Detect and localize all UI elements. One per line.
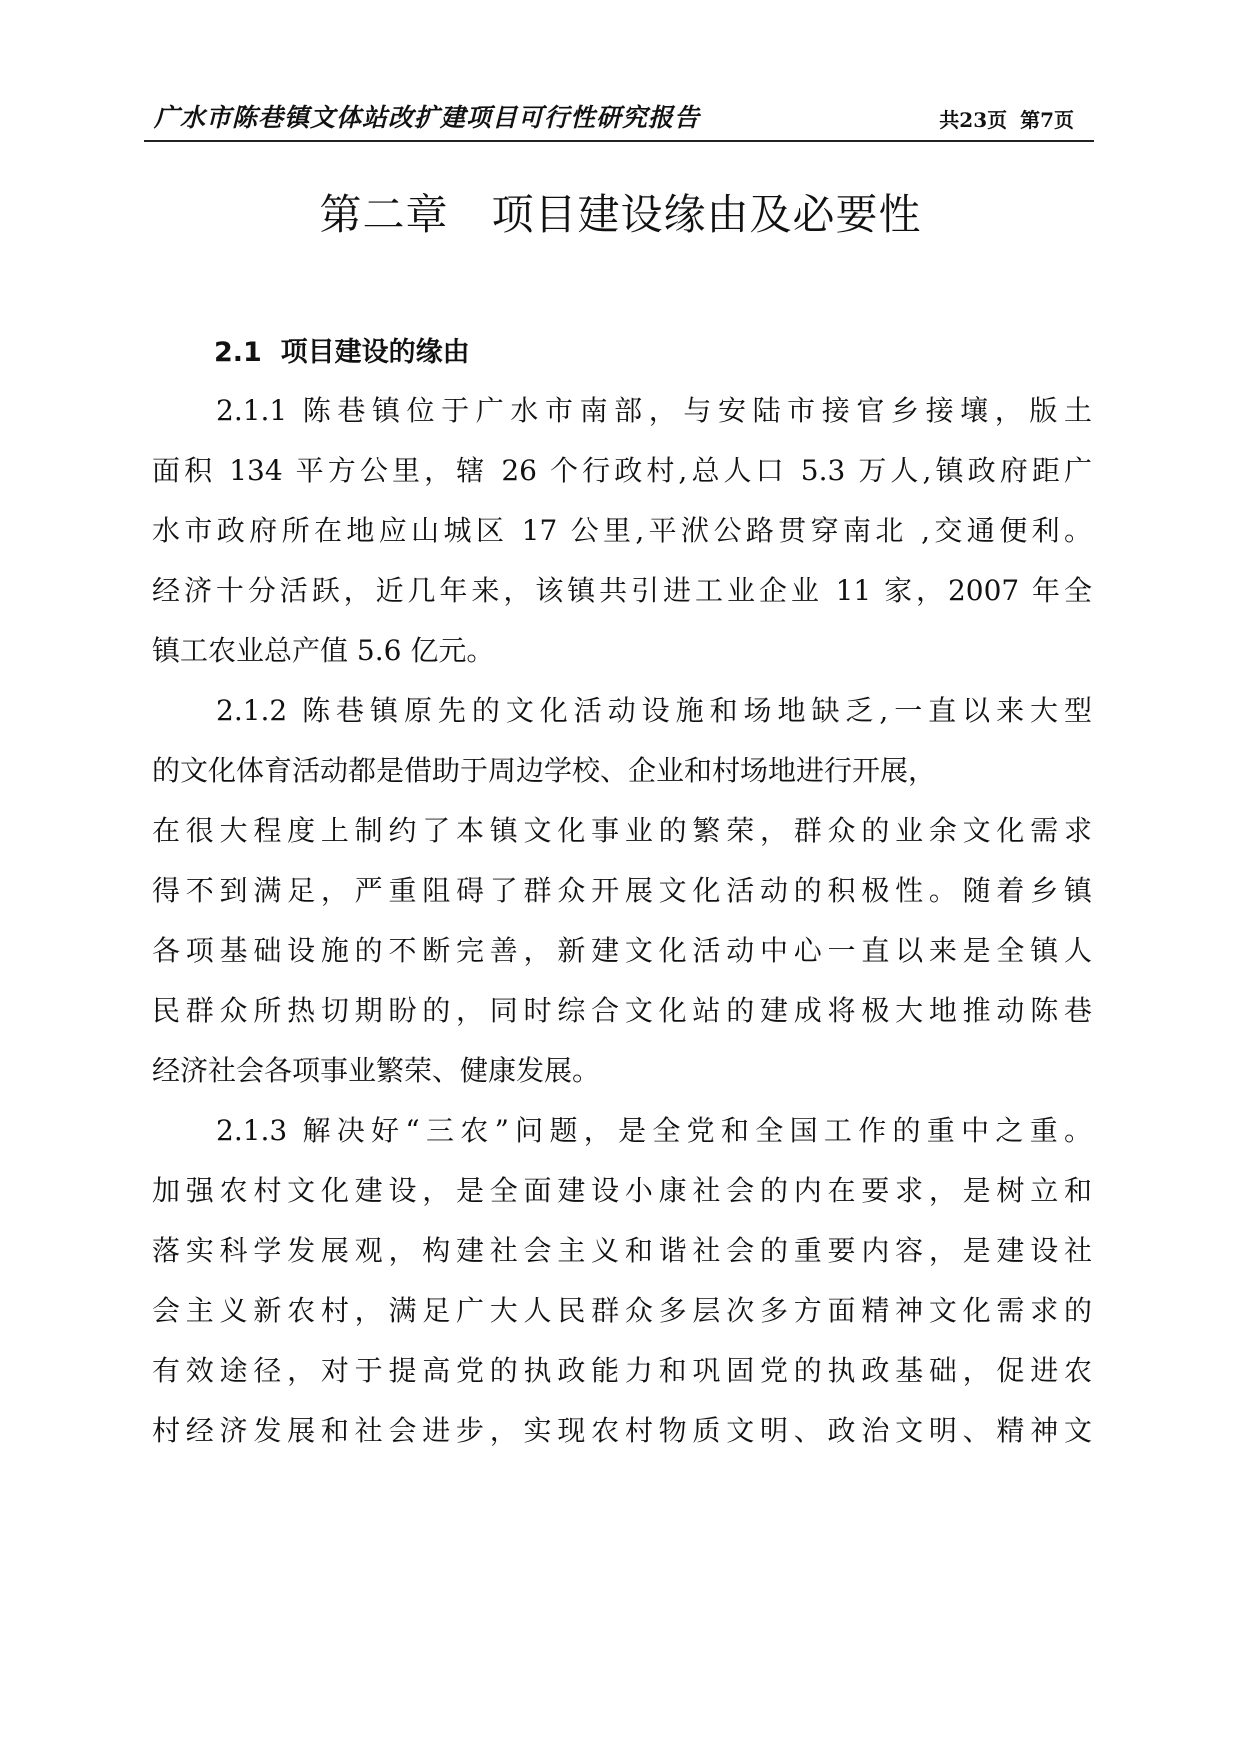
paragraph-line: 的文化体育活动都是借助于周边学校、企业和村场地进行开展，	[152, 754, 937, 787]
paragraph-line: 水市政府所在地应山城区 17 公里,平洑公路贯穿南北 ,交通便利。	[152, 514, 1092, 547]
paragraph-line: 加强农村文化建设，是全面建设小康社会的内在要求，是树立和	[152, 1174, 1092, 1207]
paragraph-line: 面积 134 平方公里，辖 26 个行政村,总人口 5.3 万人,镇政府距广	[152, 454, 1092, 487]
paragraph-line: 村经济发展和社会进步，实现农村物质文明、政治文明、精神文	[152, 1414, 1092, 1447]
paragraph-line: 在很大程度上制约了本镇文化事业的繁荣，群众的业余文化需求	[152, 814, 1092, 847]
paragraph-line: 有效途径，对于提高党的执政能力和巩固党的执政基础，促进农	[152, 1354, 1092, 1387]
page-number: 共23页 第7页	[939, 108, 1074, 132]
paragraph-line: 2.1.3 解决好“三农”问题，是全党和全国工作的重中之重。	[216, 1114, 1092, 1147]
section-heading: 2.1 项目建设的缘由	[214, 337, 470, 368]
paragraph-line: 镇工农业总产值 5.6 亿元。	[152, 634, 495, 667]
paragraph-line: 会主义新农村，满足广大人民群众多层次多方面精神文化需求的	[152, 1294, 1092, 1327]
report-title: 广水市陈巷镇文体站改扩建项目可行性研究报告	[154, 103, 701, 132]
paragraph-line: 各项基础设施的不断完善，新建文化活动中心一直以来是全镇人	[152, 934, 1092, 967]
paragraph-line: 2.1.1 陈巷镇位于广水市南部，与安陆市接官乡接壤，版土	[216, 394, 1092, 427]
paragraph-line: 落实科学发展观，构建社会主义和谐社会的重要内容，是建设社	[152, 1234, 1092, 1267]
chapter-title: 第二章 项目建设缘由及必要性	[319, 190, 922, 239]
paragraph-line: 2.1.2 陈巷镇原先的文化活动设施和场地缺乏,一直以来大型	[216, 694, 1092, 727]
paragraph-line: 经济十分活跃，近几年来，该镇共引进工业企业 11 家，2007 年全	[152, 574, 1092, 607]
paragraph-line: 得不到满足，严重阻碍了群众开展文化活动的积极性。随着乡镇	[152, 874, 1092, 907]
paragraph-line: 民群众所热切期盼的，同时综合文化站的建成将极大地推动陈巷	[152, 994, 1092, 1027]
paragraph-line: 经济社会各项事业繁荣、健康发展。	[152, 1054, 601, 1087]
page-header	[144, 96, 1094, 142]
